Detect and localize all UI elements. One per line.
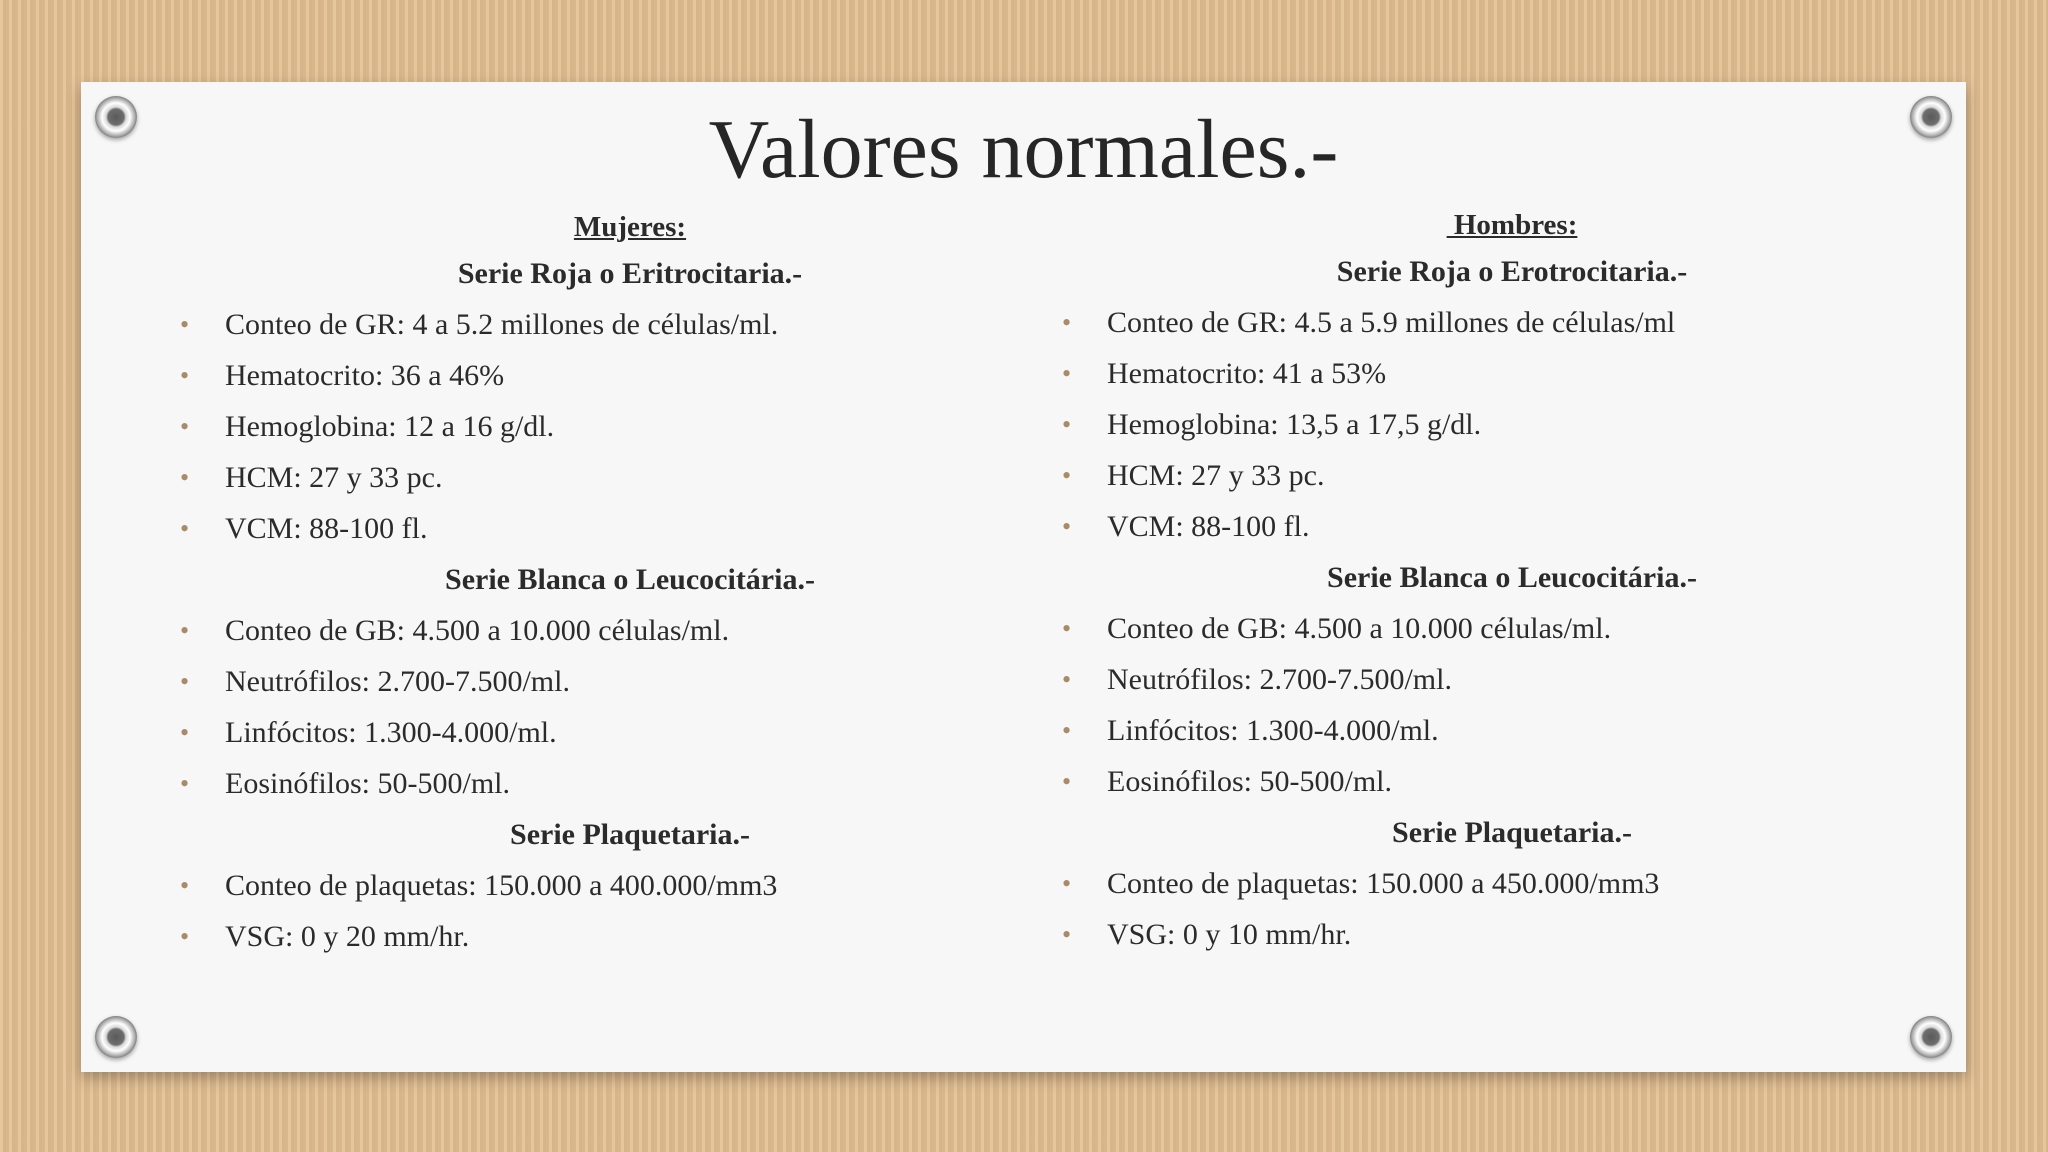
women-white-series-title: Serie Blanca o Leucocitária.-: [445, 563, 815, 596]
bullet-icon: •: [180, 361, 190, 390]
bullet-icon: •: [1062, 461, 1072, 490]
women-platelet-series-title: Serie Plaquetaria.-: [510, 818, 750, 851]
list-item: [175, 401, 1035, 452]
list-item-text: Linfócitos: 1.300-4.000/ml.: [1107, 714, 1439, 747]
list-item: [1057, 654, 1917, 705]
bullet-icon: •: [180, 310, 190, 339]
men-platelet-series-list: [1057, 858, 1917, 960]
list-item: [175, 758, 1035, 809]
bullet-icon: •: [180, 412, 190, 441]
men-column: [1057, 204, 1917, 960]
women-platelet-series-list: [175, 860, 1035, 962]
slide-title: Valores normales.-: [708, 103, 1339, 196]
list-item-text: Neutrófilos: 2.700-7.500/ml.: [1107, 663, 1452, 696]
bullet-icon: •: [1062, 614, 1072, 643]
list-item-text: Linfócitos: 1.300-4.000/ml.: [225, 716, 557, 749]
women-column: [175, 206, 1035, 962]
bullet-icon: •: [1062, 308, 1072, 337]
bullet-icon: •: [1062, 767, 1072, 796]
list-item-text: Eosinófilos: 50-500/ml.: [1107, 765, 1392, 798]
men-white-series-list: [1057, 603, 1917, 807]
list-item-text: Conteo de GR: 4 a 5.2 millones de células/ml.: [225, 308, 779, 341]
list-item-text: VSG: 0 y 10 mm/hr.: [1107, 918, 1352, 951]
list-item: [1057, 858, 1917, 909]
slide-card: [81, 82, 1966, 1072]
bullet-icon: •: [180, 718, 190, 747]
list-item-text: Hemoglobina: 12 a 16 g/dl.: [225, 410, 555, 443]
men-heading: Hombres:: [1446, 209, 1578, 241]
list-item-text: Hematocrito: 41 a 53%: [1107, 357, 1387, 390]
bullet-icon: •: [180, 871, 190, 900]
grommet-icon: [1910, 1016, 1952, 1058]
list-item: [1057, 501, 1917, 552]
list-item-text: Conteo de plaquetas: 150.000 a 400.000/mm3: [225, 869, 778, 902]
bullet-icon: •: [180, 667, 190, 696]
list-item-text: Hemoglobina: 13,5 a 17,5 g/dl.: [1107, 408, 1482, 441]
list-item: [1057, 756, 1917, 807]
list-item: [175, 707, 1035, 758]
list-item-text: VCM: 88-100 fl.: [1107, 510, 1310, 543]
bullet-icon: •: [1062, 869, 1072, 898]
women-red-series-title: Serie Roja o Eritrocitaria.-: [457, 257, 803, 290]
list-item: [175, 656, 1035, 707]
list-item: [1057, 450, 1917, 501]
women-red-series-list: [175, 299, 1035, 554]
list-item: [175, 605, 1035, 656]
list-item: [1057, 348, 1917, 399]
list-item-text: Neutrófilos: 2.700-7.500/ml.: [225, 665, 570, 698]
women-heading: Mujeres:: [573, 211, 687, 243]
list-item-text: HCM: 27 y 33 pc.: [225, 461, 443, 494]
list-item: [175, 860, 1035, 911]
list-item: [1057, 909, 1917, 960]
bullet-icon: •: [1062, 512, 1072, 541]
bullet-icon: •: [1062, 920, 1072, 949]
list-item-text: VSG: 0 y 20 mm/hr.: [225, 920, 470, 953]
list-item: [175, 452, 1035, 503]
list-item-text: Hematocrito: 36 a 46%: [225, 359, 505, 392]
bullet-icon: •: [180, 922, 190, 951]
bullet-icon: •: [1062, 410, 1072, 439]
list-item-text: Conteo de plaquetas: 150.000 a 450.000/mm3: [1107, 867, 1660, 900]
bullet-icon: •: [180, 463, 190, 492]
men-platelet-series-title: Serie Plaquetaria.-: [1392, 816, 1632, 849]
list-item: [1057, 399, 1917, 450]
bullet-icon: •: [1062, 665, 1072, 694]
list-item: [1057, 297, 1917, 348]
list-item-text: HCM: 27 y 33 pc.: [1107, 459, 1325, 492]
list-item-text: Conteo de GR: 4.5 a 5.9 millones de células/ml: [1107, 306, 1676, 339]
list-item-text: Conteo de GB: 4.500 a 10.000 células/ml.: [225, 614, 730, 647]
men-red-series-title: Serie Roja o Erotrocitaria.-: [1336, 255, 1688, 288]
list-item: [1057, 705, 1917, 756]
bullet-icon: •: [180, 616, 190, 645]
list-item: [175, 503, 1035, 554]
bullet-icon: •: [1062, 716, 1072, 745]
bullet-icon: •: [180, 514, 190, 543]
list-item-text: VCM: 88-100 fl.: [225, 512, 428, 545]
bullet-icon: •: [1062, 359, 1072, 388]
women-white-series-list: [175, 605, 1035, 809]
list-item: [175, 299, 1035, 350]
men-red-series-list: [1057, 297, 1917, 552]
list-item-text: Conteo de GB: 4.500 a 10.000 células/ml.: [1107, 612, 1612, 645]
grommet-icon: [95, 1016, 137, 1058]
list-item-text: Eosinófilos: 50-500/ml.: [225, 767, 510, 800]
list-item: [175, 911, 1035, 962]
men-white-series-title: Serie Blanca o Leucocitária.-: [1327, 561, 1697, 594]
bullet-icon: •: [180, 769, 190, 798]
list-item: [175, 350, 1035, 401]
list-item: [1057, 603, 1917, 654]
